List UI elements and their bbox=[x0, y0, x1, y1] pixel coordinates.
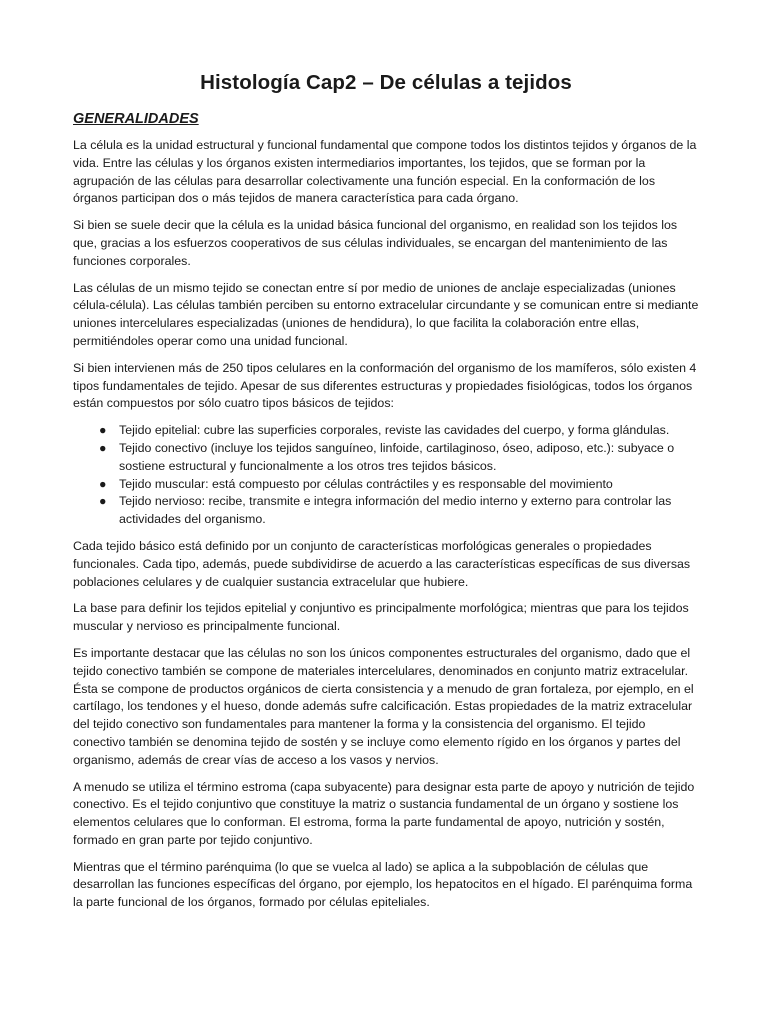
bullet-icon: ● bbox=[99, 476, 107, 491]
list-item-text: Tejido epitelial: cubre las superficies corporales, reviste las cavidades del cuerpo, y forma glándulas. bbox=[119, 423, 670, 438]
paragraph-tissue-characteristics: Cada tejido básico está definido por un conjunto de características morfológicas generales o propiedades funcionales. Cada tipo, además, puede subdividirse de acuerdo a las características específicas de sus diversas poblaciones celulares y de cualquier sustancia extracelular que hubiere. bbox=[73, 538, 691, 589]
bullet-icon: ● bbox=[99, 494, 107, 509]
bullet-icon: ● bbox=[99, 423, 107, 438]
paragraph-tissue-types-intro: Si bien intervienen más de 250 tipos celulares en la conformación del organismo de los mamíferos, sólo existen 4 tipos fundamentales de tejido. Apesar de sus diferentes estructuras y propiedades fisiológicas, todos los órganos están compuestos por sólo cuatro tipos básicos de tejidos: bbox=[73, 360, 697, 411]
list-item-text: Tejido muscular: está compuesto por células contráctiles y es responsable del movimiento bbox=[119, 476, 613, 491]
paragraph-tissue-function: Si bien se suele decir que la célula es la unidad básica funcional del organismo, en realidad son los tejidos los que, gracias a los esfuerzos cooperativos de sus células individuales, se encargan del mantenimiento de las funciones corporales. bbox=[73, 218, 678, 268]
document-page bbox=[73, 68, 699, 921]
list-item bbox=[99, 422, 699, 440]
document-title: Histología Cap2 – De células a tejidos bbox=[200, 71, 572, 94]
list-item bbox=[99, 493, 699, 529]
list-item bbox=[99, 476, 699, 494]
list-item-text: Tejido nervioso: recibe, transmite e integra información del medio interno y externo para controlar las actividades del organismo. bbox=[119, 494, 672, 527]
paragraph-stroma: A menudo se utiliza el término estroma (capa subyacente) para designar esta parte de apoyo y nutrición de tejido conectivo. Es el tejido conjuntivo que constituye la matriz o sustancia fundamental de un órgano y sostiene los elementos celulares que lo conforman. El estroma, forma la parte fundamental de apoyo, nutrición y sostén, formado en gran parte por tejido conjuntivo. bbox=[73, 779, 695, 847]
paragraph-cell-junctions: Las células de un mismo tejido se conectan entre sí por medio de uniones de anclaje especializadas (uniones célula-célula). Las células también perciben su entorno extracelular circundante y se comunican entre si mediante uniones intercelulares especializadas (uniones de hendidura), lo que facilita la colaboración entre ellas, permitiéndoles operar como una unidad funcional. bbox=[73, 280, 699, 348]
bullet-icon: ● bbox=[99, 440, 107, 455]
list-item bbox=[99, 440, 699, 476]
tissue-type-list bbox=[73, 422, 699, 529]
paragraph-intro-cell: La célula es la unidad estructural y funcional fundamental que compone todos los distintos tejidos y órganos de la vida. Entre las células y los órganos existen intermediarios importantes, los tejidos, que se forman por la agrupación de las células para desarrollar colectivamente una función especial. En la conformación de los órganos participan dos o más tejidos de manera característica para cada órgano. bbox=[73, 138, 697, 206]
paragraph-parenchyma: Mientras que el término parénquima (lo que se vuelca al lado) se aplica a la subpoblación de células que desarrollan las funciones específicas del órgano, por ejemplo, los hepatocitos en el hígado. El parénquima forma la parte funcional de los órganos, formado por células epiteliales. bbox=[73, 859, 693, 910]
paragraph-definition-basis: La base para definir los tejidos epitelial y conjuntivo es principalmente morfológica; mientras que para los tejidos muscular y nervioso es principalmente funcional. bbox=[73, 601, 689, 634]
section-heading: GENERALIDADES bbox=[73, 111, 199, 127]
paragraph-extracellular-matrix: Es importante destacar que las células no son los únicos componentes estructurales del organismo, dado que el tejido conectivo también se compone de materiales intercelulares, denominados en conjunto matriz extracelular. Ésta se compone de productos orgánicos de cierta consistencia y a menudo de gran fortaleza, por ejemplo, en el cartílago, los tendones y el hueso, donde además sufre calcificación. Estas propiedades de la matriz extracelular del tejido conectivo son fundamentales para mantener la forma y la consistencia del organismo. El tejido conectivo también se denomina tejido de sostén y se incluye como elemento rígido en los órganos y partes del organismo, además de crear vías de acceso a los vasos y nervios. bbox=[73, 645, 694, 767]
list-item-text: Tejido conectivo (incluye los tejidos sanguíneo, linfoide, cartilaginoso, óseo, adiposo, etc.): subyace o sostiene estructural y funcionalmente a los otros tres tejidos básicos. bbox=[119, 440, 675, 473]
